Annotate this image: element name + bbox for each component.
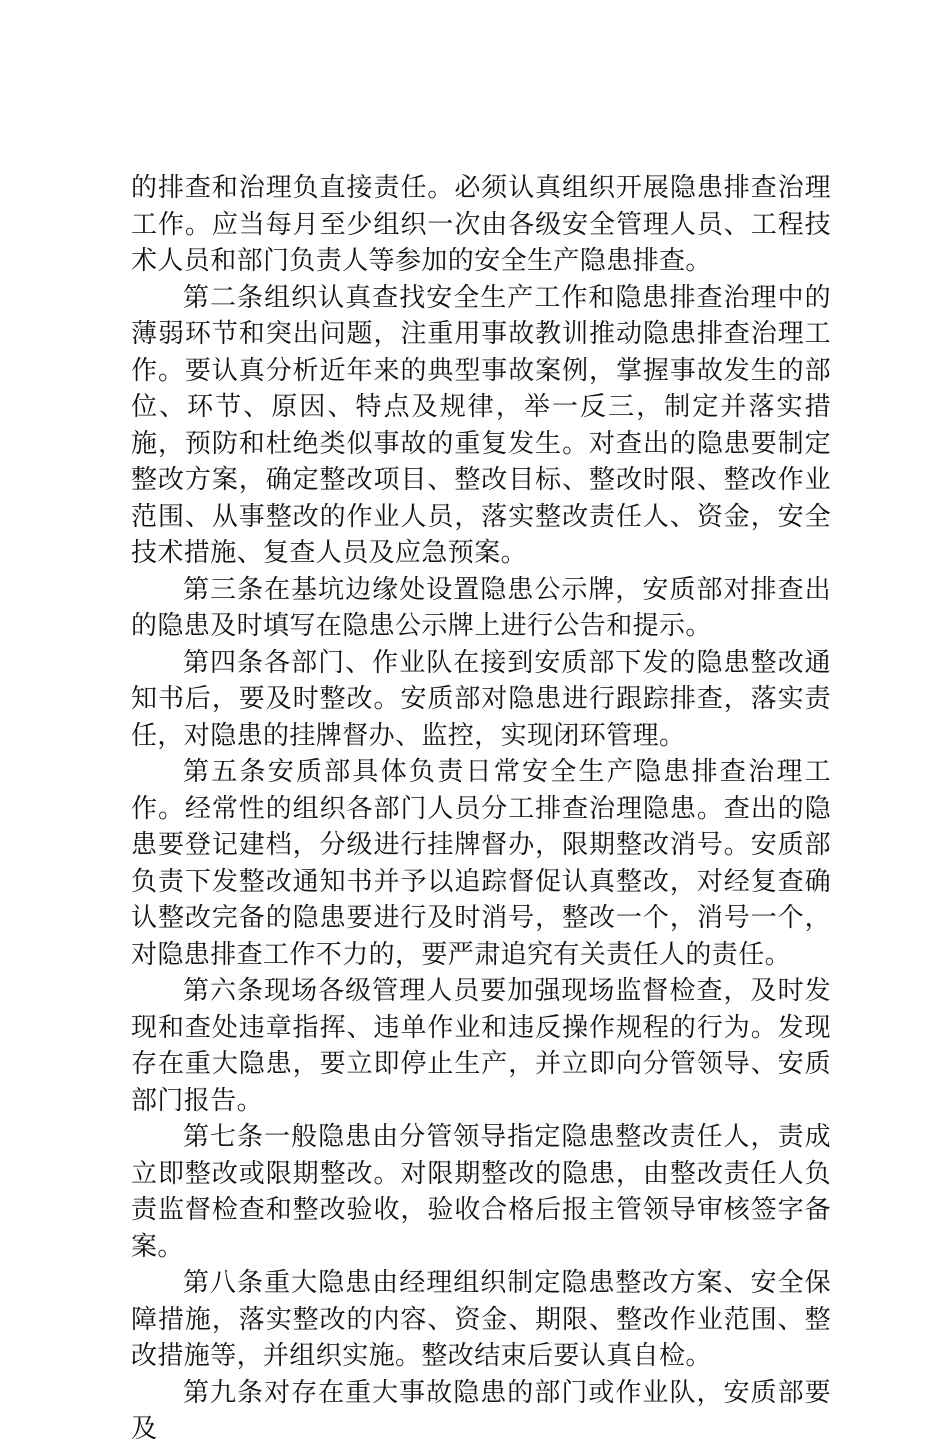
paragraph-article-2: 第二条组织认真查找安全生产工作和隐患排查治理中的薄弱环节和突出问题，注重用事故教训推动隐患排查治理工作。要认真分析近年来的典型事故案例，掌握事故发生的部位、环节、原因、特点及规律，举一反三，制定并落实措施，预防和杜绝类似事故的重复发生。对查出的隐患要制定整改方案，确定整改项目、整改目标、整改时限、整改作业范围、从事整改的作业人员，落实整改责任人、资金，安全技术措施、复查人员及应急预案。 xyxy=(131,282,831,568)
paragraph-article-6: 第六条现场各级管理人员要加强现场监督检查，及时发现和查处违章指挥、违单作业和违反操作规程的行为。发现存在重大隐患，要立即停止生产，并立即向分管领导、安质部门报告。 xyxy=(131,976,831,1116)
paragraph-continuation: 的排查和治理负直接责任。必须认真组织开展隐患排查治理工作。应当每月至少组织一次由各级安全管理人员、工程技术人员和部门负责人等参加的安全生产隐患排查。 xyxy=(131,173,831,276)
paragraph-article-9: 第九条对存在重大事故隐患的部门或作业队，安质部要及 xyxy=(131,1377,831,1444)
paragraph-article-3: 第三条在基坑边缘处设置隐患公示牌，安质部对排查出的隐患及时填写在隐患公示牌上进行公告和提示。 xyxy=(131,574,831,641)
paragraph-article-7: 第七条一般隐患由分管领导指定隐患整改责任人，责成立即整改或限期整改。对限期整改的隐患，由整改责任人负责监督检查和整改验收，验收合格后报主管领导审核签字备案。 xyxy=(131,1122,831,1262)
paragraph-article-4: 第四条各部门、作业队在接到安质部下发的隐患整改通知书后，要及时整改。安质部对隐患进行跟踪排查，落实责任，对隐患的挂牌督办、监控，实现闭环管理。 xyxy=(131,647,831,751)
paragraph-article-8: 第八条重大隐患由经理组织制定隐患整改方案、安全保障措施，落实整改的内容、资金、期限、整改作业范围、整改措施等，并组织实施。整改结束后要认真自检。 xyxy=(131,1268,831,1371)
paragraph-article-5: 第五条安质部具体负责日常安全生产隐患排查治理工作。经常性的组织各部门人员分工排查治理隐患。查出的隐患要登记建档，分级进行挂牌督办，限期整改消号。安质部负责下发整改通知书并予以追踪督促认真整改，对经复查确认整改完备的隐患要进行及时消号，整改一个，消号一个，对隐患排查工作不力的，要严肃追究有关责任人的责任。 xyxy=(131,757,831,970)
document-body xyxy=(131,170,831,1448)
